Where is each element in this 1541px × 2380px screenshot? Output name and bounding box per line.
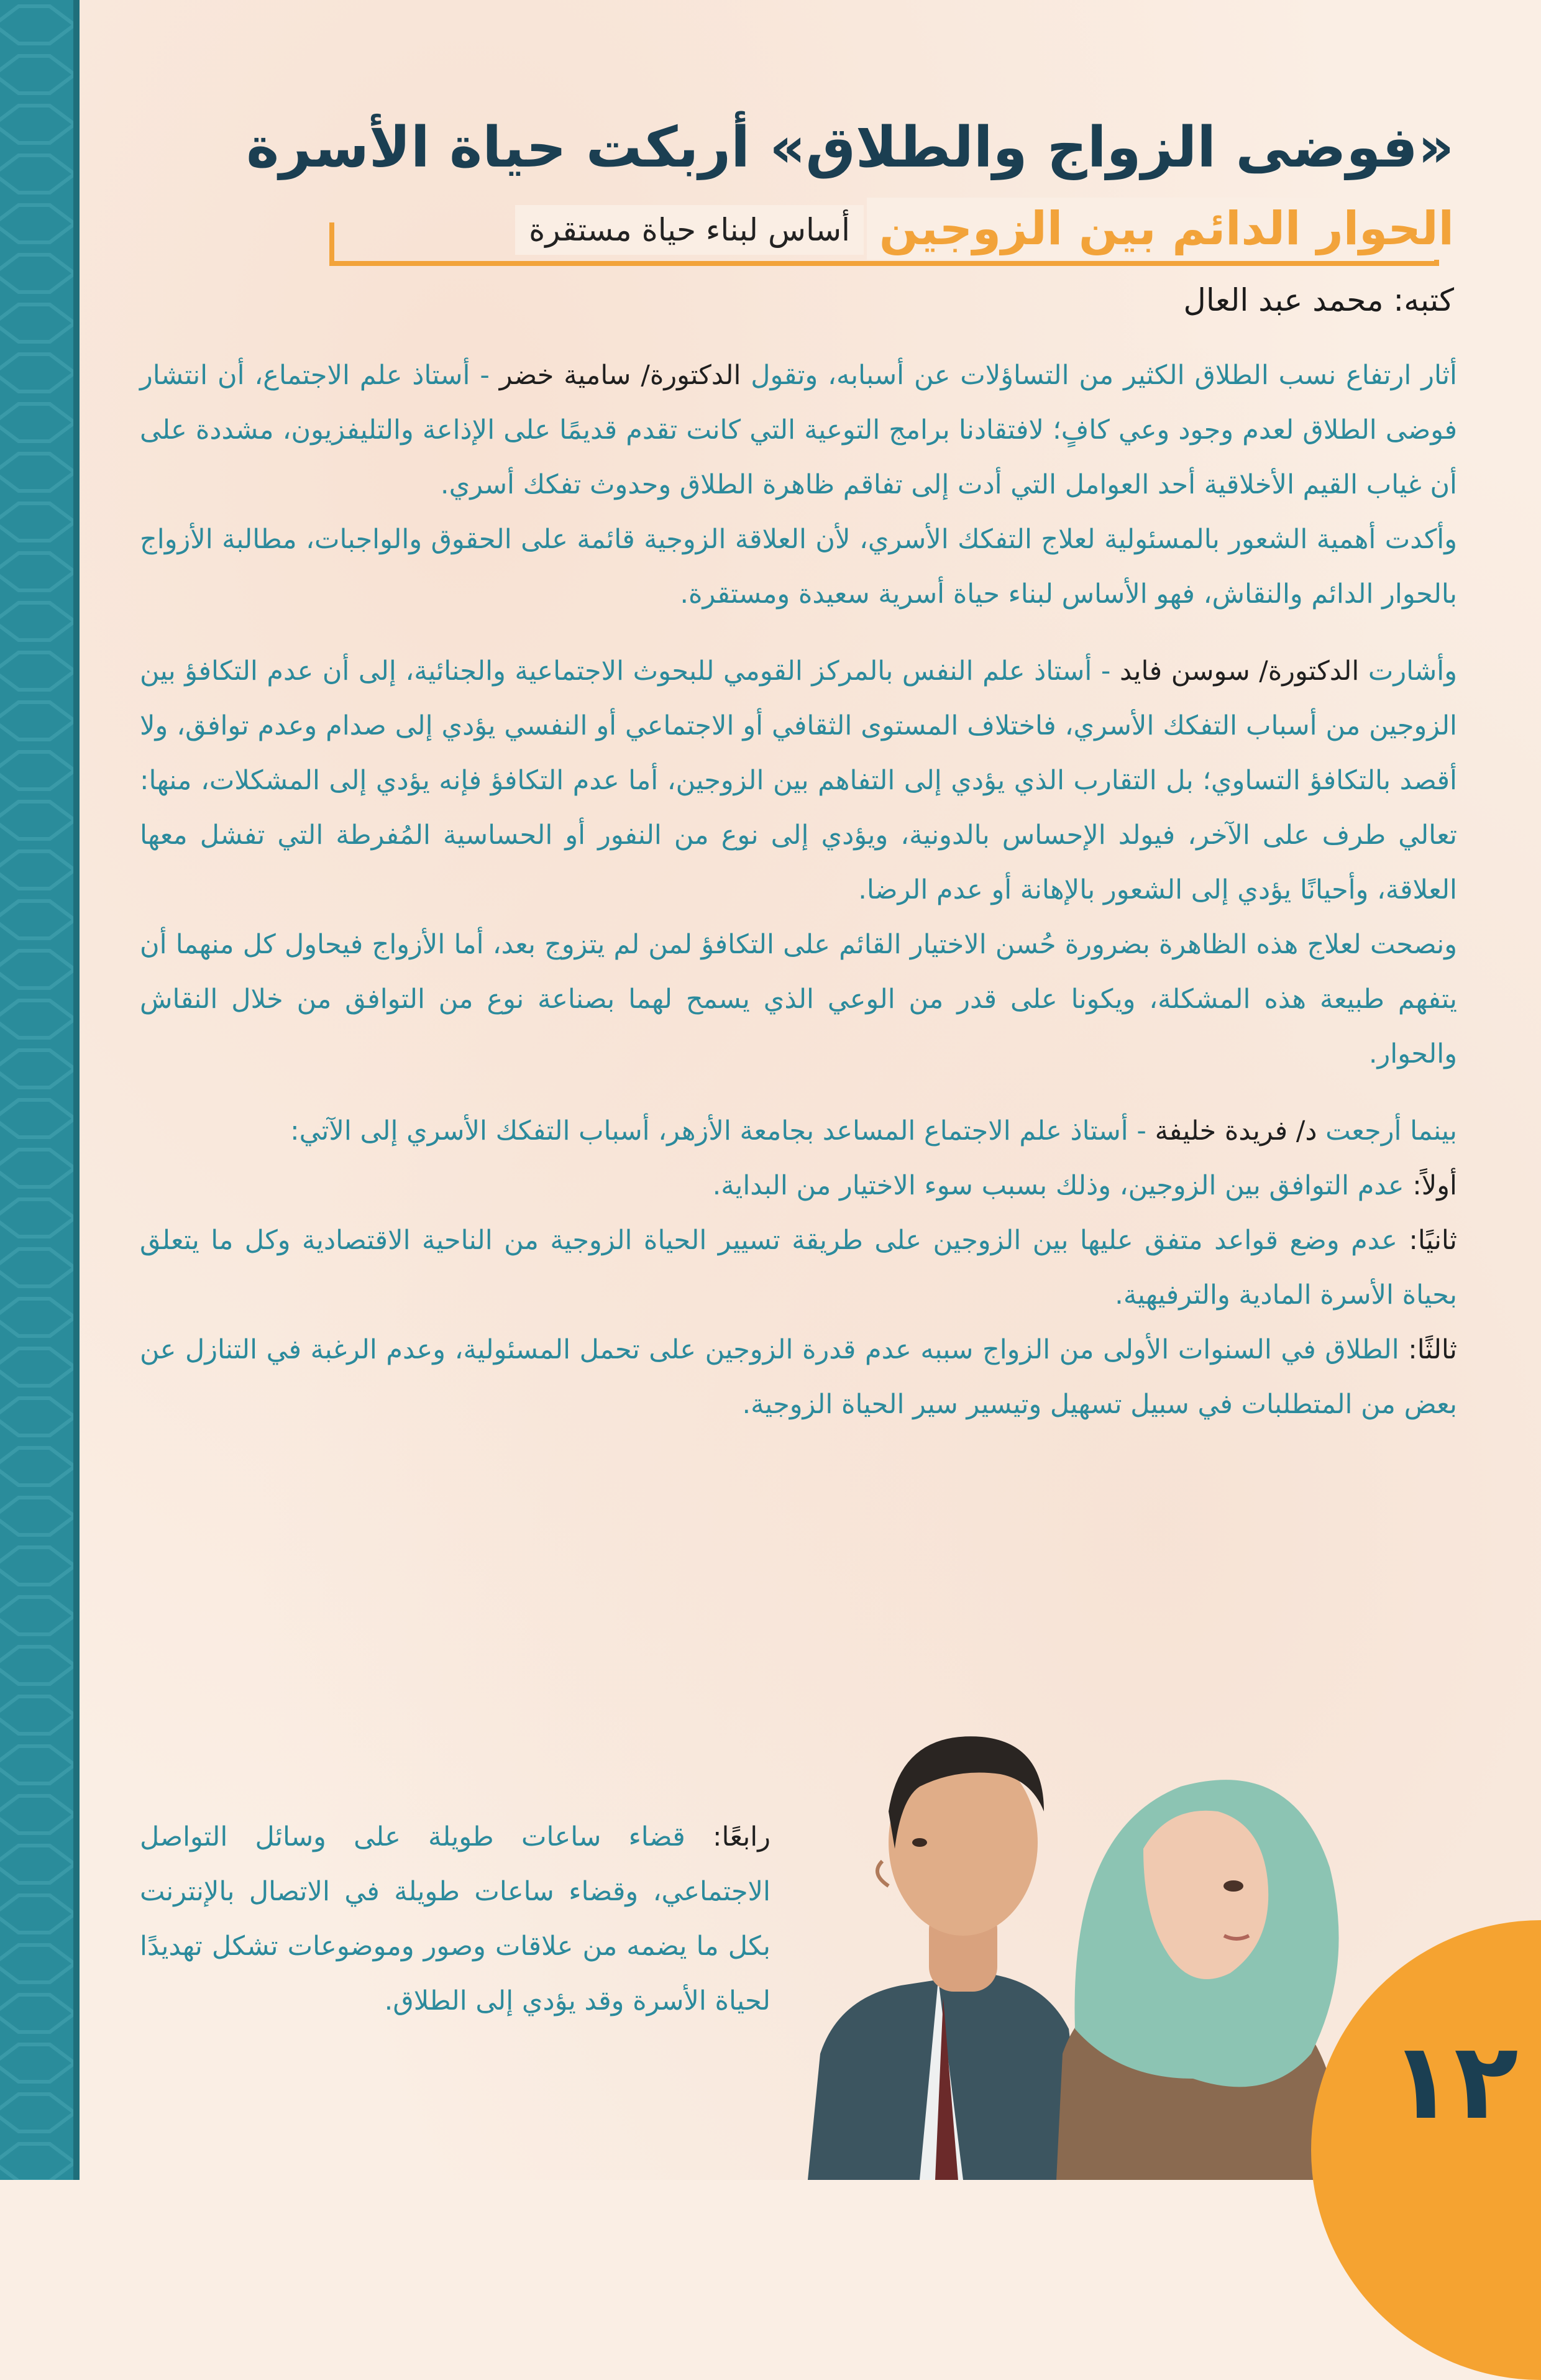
point-label: ثانيًا: [1409, 1225, 1457, 1256]
paragraph-text: بينما أرجعت [1317, 1115, 1457, 1147]
point-text: عدم التوافق بين الزوجين، وذلك بسبب سوء الاختيار من البداية. [712, 1170, 1413, 1201]
paragraph-1 [140, 348, 1457, 512]
paragraph-text: - أستاذ علم الاجتماع، أن انتشار فوضى الطلاق لعدم وجود وعي كافٍ؛ لافتقادنا برامج التوعية التي كانت تقدم قديمًا على الإذاعة والتليفزيون، مشددة على أن غياب القيم الأخلاقية أحد العوامل التي أدت إلى تفاقم ظاهرة الطلاق وحدوث تفكك أسري. [140, 360, 1457, 500]
point-label: أولاً: [1412, 1170, 1457, 1201]
subhead-main: الحوار الدائم بين الزوجين [867, 198, 1454, 260]
point-text: عدم وضع قواعد متفق عليها بين الزوجين على طريقة تسيير الحياة الزوجية من الناحية الاقتصادية وكل ما يتعلق بحياة الأسرة المادية والترفيهية. [140, 1225, 1457, 1311]
expert-name: الدكتورة/ سامية خضر [499, 360, 741, 391]
paragraph-2: وأكدت أهمية الشعور بالمسئولية لعلاج التفكك الأسري، لأن العلاقة الزوجية قائمة على الحقوق والواجبات، مطالبة الأزواج بالحوار الدائم والنقاش، فهو الأساس لبناء حياة أسرية سعيدة ومستقرة. [140, 524, 1457, 610]
headline: «فوضى الزواج والطلاق» أربكت حياة الأسرة [246, 115, 1454, 180]
point-text: قضاء ساعات طويلة على وسائل التواصل الاجتماعي، وقضاء ساعات طويلة في الاتصال بالإنترنت بكل ما يضمه من علاقات وصور وموضوعات تشكل تهديدًا لحياة الأسرة وقد يؤدي إلى الطلاق. [140, 1821, 770, 2016]
couple-illustration [795, 1706, 1355, 2180]
subhead-secondary: أساس لبناء حياة مستقرة [515, 205, 864, 255]
paragraph-text: أثار ارتفاع نسب الطلاق الكثير من التساؤلات عن أسبابه، وتقول [741, 360, 1457, 391]
article-body [140, 348, 1457, 1432]
point-1 [140, 1158, 1457, 1213]
man-figure [808, 1736, 1087, 2180]
point-text: الطلاق في السنوات الأولى من الزواج سببه عدم قدرة الزوجين على تحمل المسئولية، وعدم الرغبة في التنازل عن بعض من المتطلبات في سبيل تسهيل وتيسير سير الحياة الزوجية. [140, 1334, 1457, 1420]
paragraph-3 [140, 644, 1457, 917]
paragraph-4: ونصحت لعلاج هذه الظاهرة بضرورة حُسن الاختيار القائم على التكافؤ لمن لم يتزوج بعد، أما الأزواج فيحاول كل منهما أن يتفهم طبيعة هذه المشكلة، ويكونا على قدر من الوعي الذي يسمح لهما بصناعة نوع من التوافق من خلال النقاش والحوار. [140, 929, 1457, 1069]
paragraph-5 [140, 1104, 1457, 1158]
paragraph-text: - أستاذ علم الاجتماع المساعد بجامعة الأزهر، أسباب التفكك الأسري إلى الآتي: [290, 1115, 1155, 1147]
paragraph-text: وأشارت [1359, 656, 1457, 687]
woman-figure [1056, 1780, 1342, 2180]
expert-name: الدكتورة/ سوسن فايد [1119, 656, 1360, 687]
point-label: ثالثًا: [1408, 1334, 1457, 1365]
point-4 [140, 1810, 770, 2028]
expert-name: د/ فريدة خليفة [1155, 1115, 1317, 1147]
point-2 [140, 1213, 1457, 1322]
page-number: ١٢ [1389, 2020, 1519, 2143]
byline: كتبه: محمد عبد العال [1183, 282, 1454, 318]
point-label: رابعًا: [712, 1821, 770, 1852]
paragraph-text: - أستاذ علم النفس بالمركز القومي للبحوث الاجتماعية والجنائية، إلى أن عدم التكافؤ بين الزوجين من أسباب التفكك الأسري، فاختلاف المستوى الثقافي أو الاجتماعي أو النفسي يؤدي إلى صدام وعدم توافق، ولا أقصد بالتكافؤ التساوي؛ بل التقارب الذي يؤدي إلى التفاهم بين الزوجين، أما عدم التكافؤ فإنه يؤدي إلى المشكلات، منها: تعالي طرف على الآخر، فيولد الإحساس بالدونية، ويؤدي إلى نوع من النفور أو الحساسية المُفرطة التي تفشل معها العلاقة، وأحيانًا يؤدي إلى الشعور بالإهانة أو عدم الرضا. [140, 656, 1457, 905]
left-decorative-band [0, 0, 73, 2180]
band-edge-line [73, 0, 80, 2180]
pattern-icon [0, 0, 73, 2180]
point-3 [140, 1322, 1457, 1432]
